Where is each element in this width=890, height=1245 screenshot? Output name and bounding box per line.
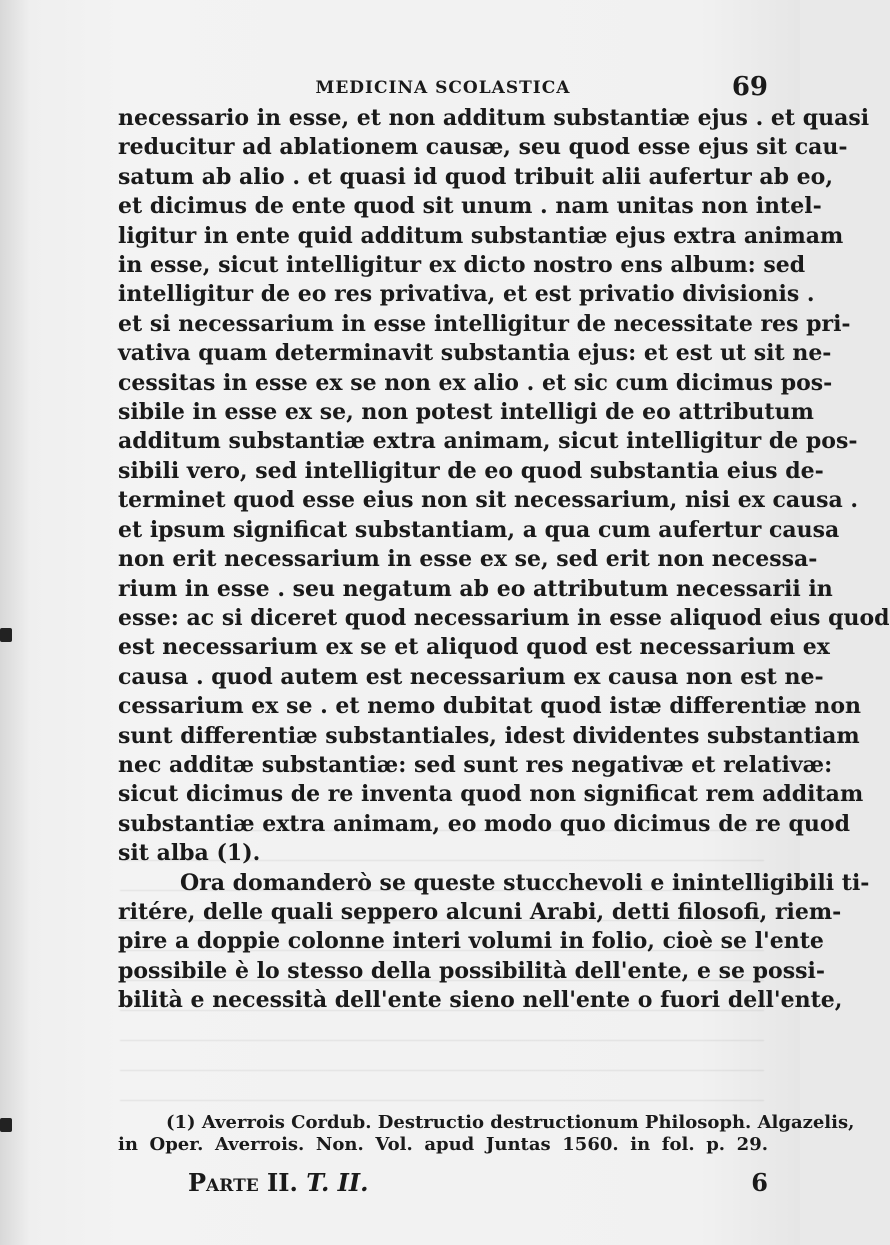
text-line: bilità e necessità dell'ente sieno nell'ente o fuori dell'ente, xyxy=(118,987,843,1014)
text-line: substantiæ extra animam, eo modo quo dicimus de re quod xyxy=(118,810,850,837)
footnotes xyxy=(118,1112,855,1156)
text-line: intelligitur de eo res privativa, et est privatio divisionis . xyxy=(118,281,815,308)
text-line: sit alba (1). xyxy=(118,840,261,867)
volume-label: T. II. xyxy=(306,1168,369,1197)
text-line: est necessarium ex se et aliquod quod est necessarium ex xyxy=(118,634,830,661)
text-line: pire a doppie colonne interi volumi in folio, cioè se l'ente xyxy=(118,928,824,955)
text-line: esse: ac si diceret quod necessarium in esse aliquod eius quod xyxy=(118,604,890,631)
text-line: sibili vero, sed intelligitur de eo quod substantia eius de- xyxy=(118,457,824,484)
main-text xyxy=(118,104,890,1016)
text-line: nec additæ substantiæ: sed sunt res negativæ et relativæ: xyxy=(118,751,833,778)
text-line: cessitas in esse ex se non ex alio . et sic cum dicimus pos- xyxy=(118,369,833,396)
text-line: reducitur ad ablationem causæ, seu quod esse ejus sit cau- xyxy=(118,134,848,161)
text-line: non erit necessarium in esse ex se, sed erit non necessa- xyxy=(118,546,818,573)
text-line: vativa quam determinavit substantia ejus: et est ut sit ne- xyxy=(118,340,832,367)
text-line: satum ab alio . et quasi id quod tribuit alii aufertur ab eo, xyxy=(118,163,833,190)
text-line: Ora domanderò se queste stucchevoli e inintelligibili ti- xyxy=(180,869,870,896)
text-line: et ipsum significat substantiam, a qua cum aufertur causa xyxy=(118,516,840,543)
page-number: 69 xyxy=(731,72,768,102)
signature-line xyxy=(188,1168,768,1200)
text-line: et si necessarium in esse intelligitur de necessitate res pri- xyxy=(118,310,851,337)
text-line: terminet quod esse eius non sit necessarium, nisi ex causa . xyxy=(118,487,859,514)
text-line: cessarium ex se . et nemo dubitat quod istæ differentiæ non xyxy=(118,693,861,720)
footnote-line: (1) Averrois Cordub. Destructio destructionum Philosoph. Algazelis, xyxy=(166,1112,855,1133)
text-line: sunt differentiæ substantiales, idest dividentes substantiam xyxy=(118,722,860,749)
text-line: rium in esse . seu negatum ab eo attributum necessarii in xyxy=(118,575,833,602)
text-line: sicut dicimus de re inventa quod non significat rem additam xyxy=(118,781,864,808)
footnote-line: in Oper. Averrois. Non. Vol. apud Juntas 1560. in fol. p. 29. xyxy=(118,1134,768,1155)
text-line: in esse, sicut intelligitur ex dicto nostro ens album: sed xyxy=(118,252,806,279)
edge-mark xyxy=(0,628,12,642)
signature-number: 6 xyxy=(751,1168,768,1197)
running-title: MEDICINA SCOLASTICA xyxy=(315,78,571,98)
text-line: causa . quod autem est necessarium ex causa non est ne- xyxy=(118,663,824,690)
part-label: Parte II. xyxy=(188,1168,298,1197)
text-line: ritére, delle quali seppero alcuni Arabi, detti filosofi, riem- xyxy=(118,898,842,925)
text-line: necessario in esse, et non additum substantiæ ejus . et quasi xyxy=(118,105,870,131)
running-head xyxy=(118,72,768,104)
text-line: sibile in esse ex se, non potest intelligi de eo attributum xyxy=(118,399,814,426)
text-line: possibile è lo stesso della possibilità dell'ente, e se possi- xyxy=(118,957,825,984)
text-line: ligitur in ente quid additum substantiæ ejus extra animam xyxy=(118,222,844,249)
text-line: et dicimus de ente quod sit unum . nam unitas non intel- xyxy=(118,193,822,220)
signature-mark xyxy=(188,1168,369,1197)
text-line: additum substantiæ extra animam, sicut intelligitur de pos- xyxy=(118,428,858,455)
edge-mark xyxy=(0,1118,12,1132)
